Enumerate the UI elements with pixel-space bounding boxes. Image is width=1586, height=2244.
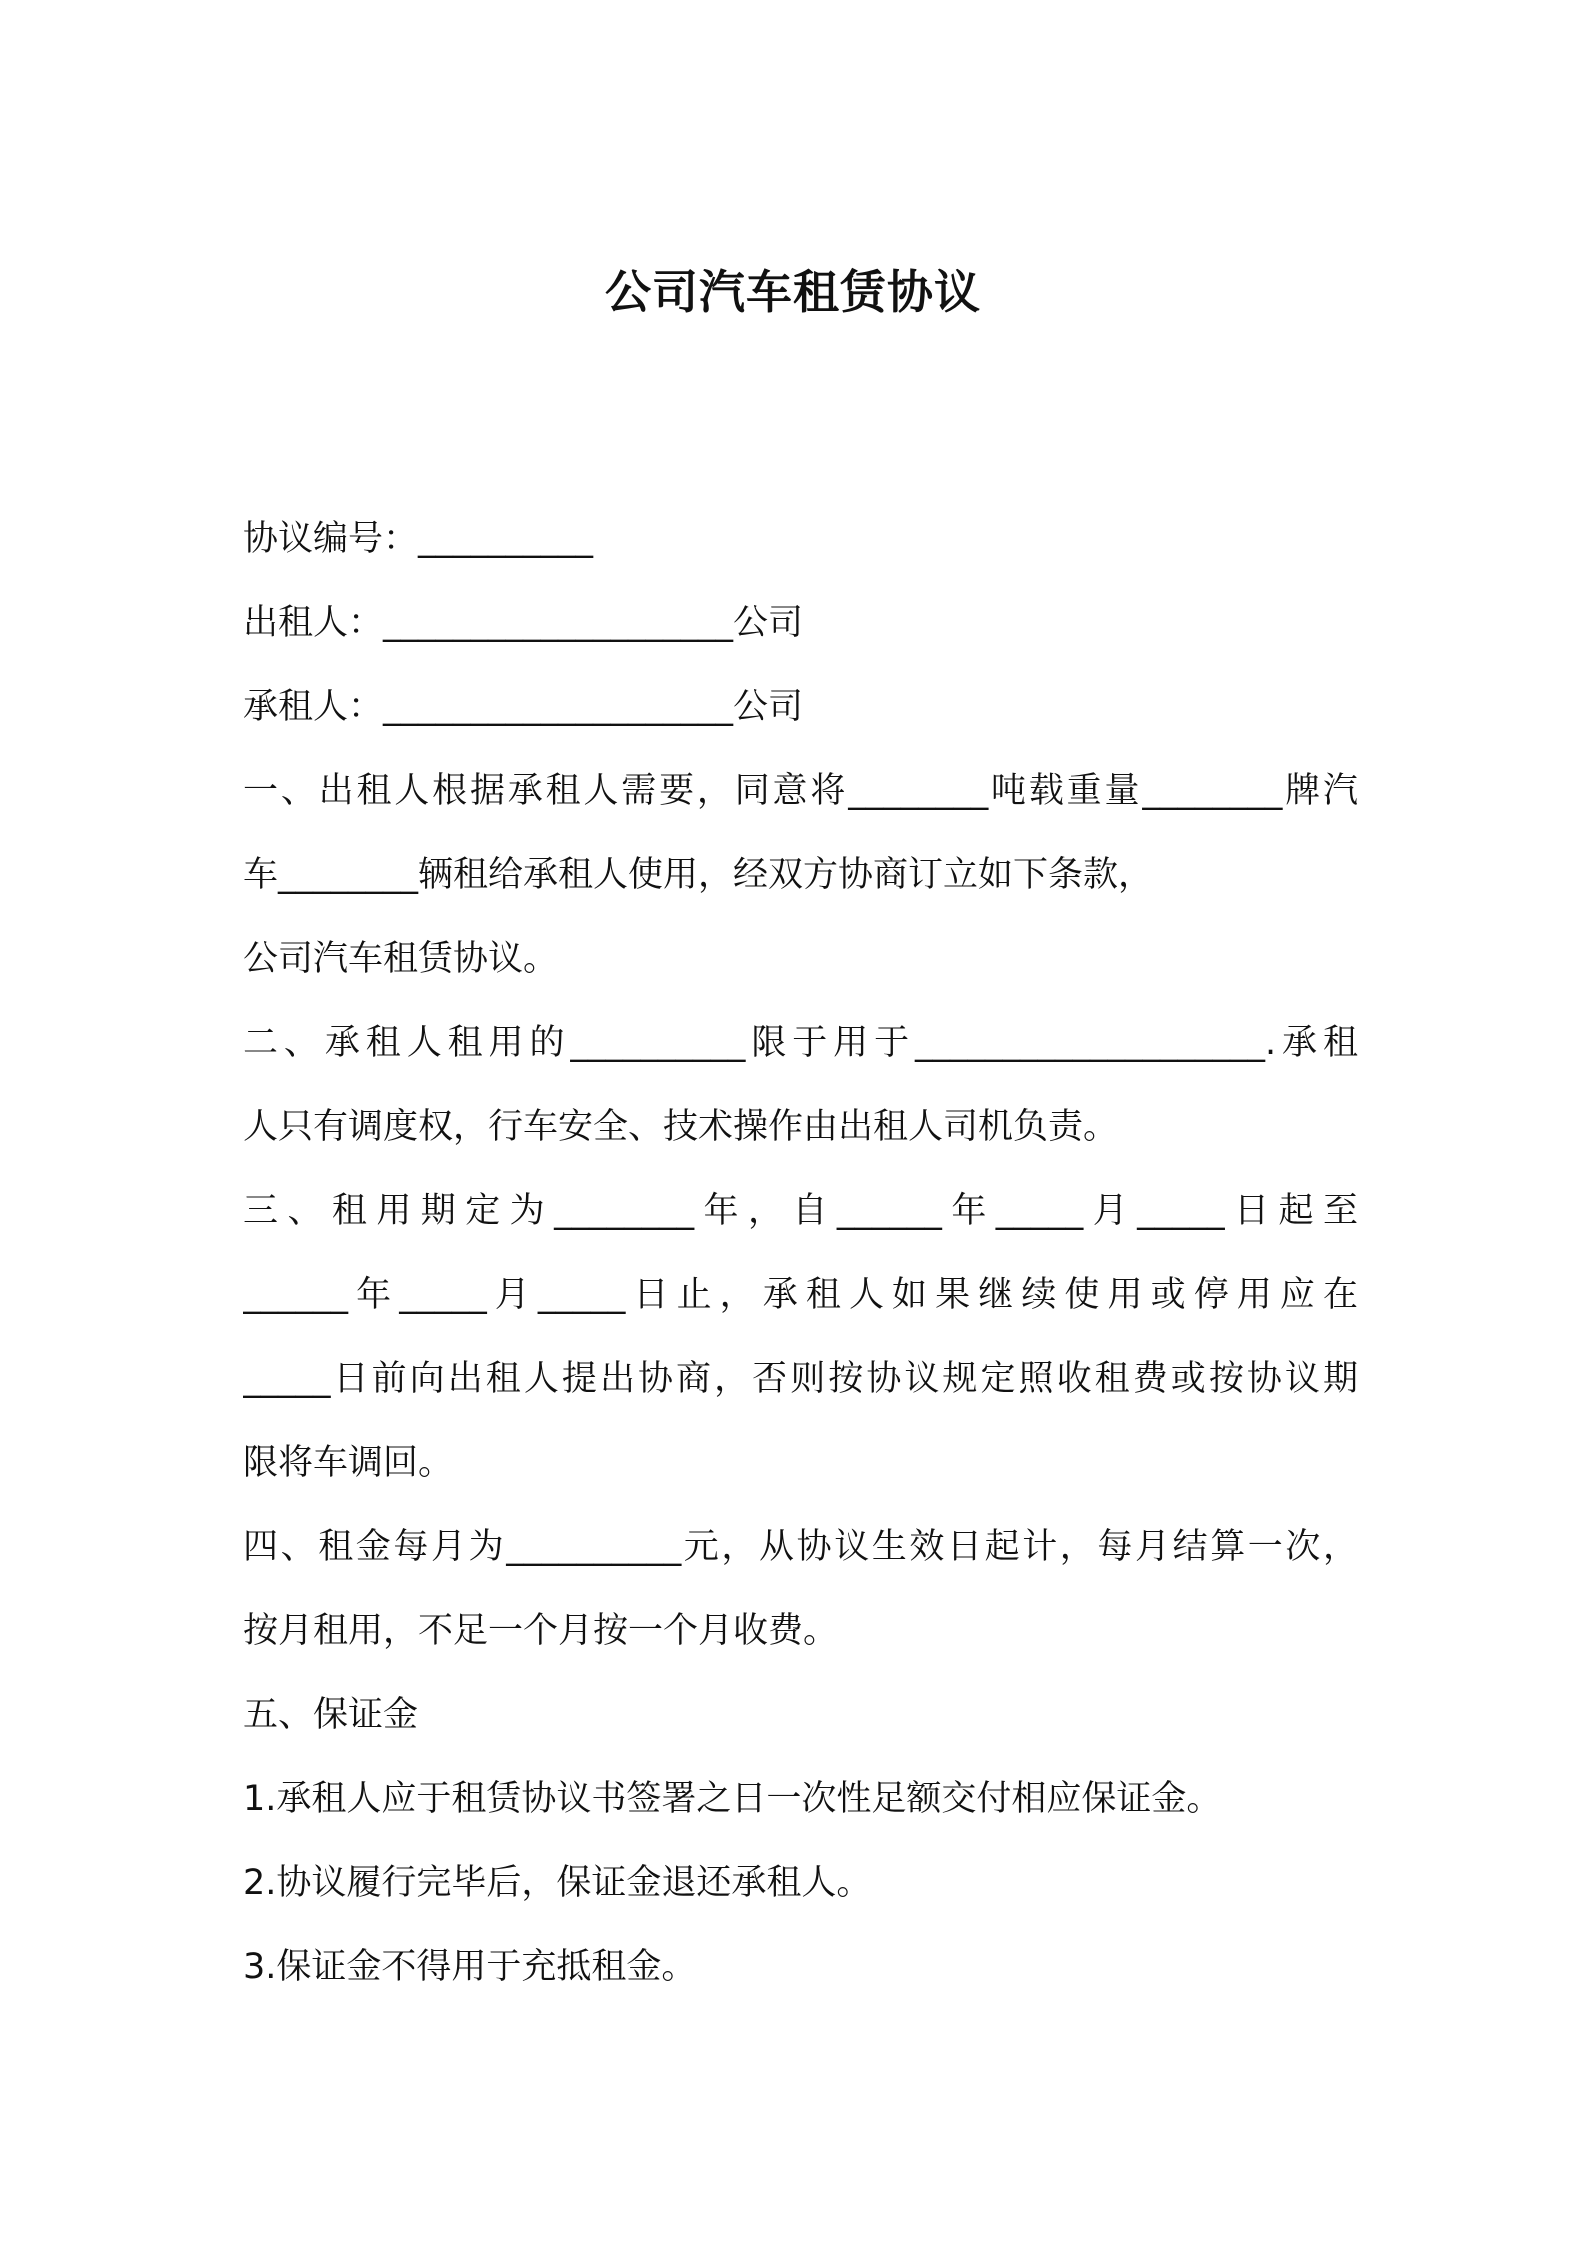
clause-3-line-3: _____日前向出租人提出协商，否则按协议规定照收租费或按协议期 bbox=[243, 1359, 1358, 1399]
clause-5-item-3: 3.保证金不得用于充抵租金。 bbox=[243, 1947, 697, 1987]
clause-3-line-2: ______年_____月_____日止，承租人如果继续使用或停用应在 bbox=[243, 1275, 1358, 1315]
document-title: 公司汽车租赁协议 bbox=[605, 265, 981, 319]
clause-1-line-2: 车________辆租给承租人使用，经双方协商订立如下条款， bbox=[243, 855, 1154, 895]
clause-4-line-1: 四、租金每月为__________元，从协议生效日起计，每月结算一次， bbox=[243, 1527, 1358, 1567]
clause-1-line-1: 一、出租人根据承租人需要，同意将________吨载重量________牌汽 bbox=[243, 771, 1358, 811]
lessee-line: 承租人：____________________公司 bbox=[243, 687, 804, 727]
clause-1-line-3: 公司汽车租赁协议。 bbox=[243, 939, 559, 979]
agreement-number-line: 协议编号：__________ bbox=[243, 519, 594, 559]
clause-2-line-1: 二、承租人租用的__________限于用于____________________.承租 bbox=[243, 1023, 1358, 1063]
clause-5-item-2: 2.协议履行完毕后，保证金退还承租人。 bbox=[243, 1863, 872, 1903]
clause-5-heading: 五、保证金 bbox=[243, 1695, 419, 1735]
clause-5-item-1: 1.承租人应于租赁协议书签署之日一次性足额交付相应保证金。 bbox=[243, 1779, 1222, 1819]
document-body bbox=[243, 497, 1358, 2009]
clause-3-line-4: 限将车调回。 bbox=[243, 1443, 454, 1483]
clause-4-line-2: 按月租用，不足一个月按一个月收费。 bbox=[243, 1611, 839, 1651]
lessor-line: 出租人：____________________公司 bbox=[243, 603, 804, 643]
clause-3-line-1: 三、租用期定为________年，自______年_____月_____日起至 bbox=[243, 1191, 1358, 1231]
clause-2-line-2: 人只有调度权，行车安全、技术操作由出租人司机负责。 bbox=[243, 1107, 1119, 1147]
